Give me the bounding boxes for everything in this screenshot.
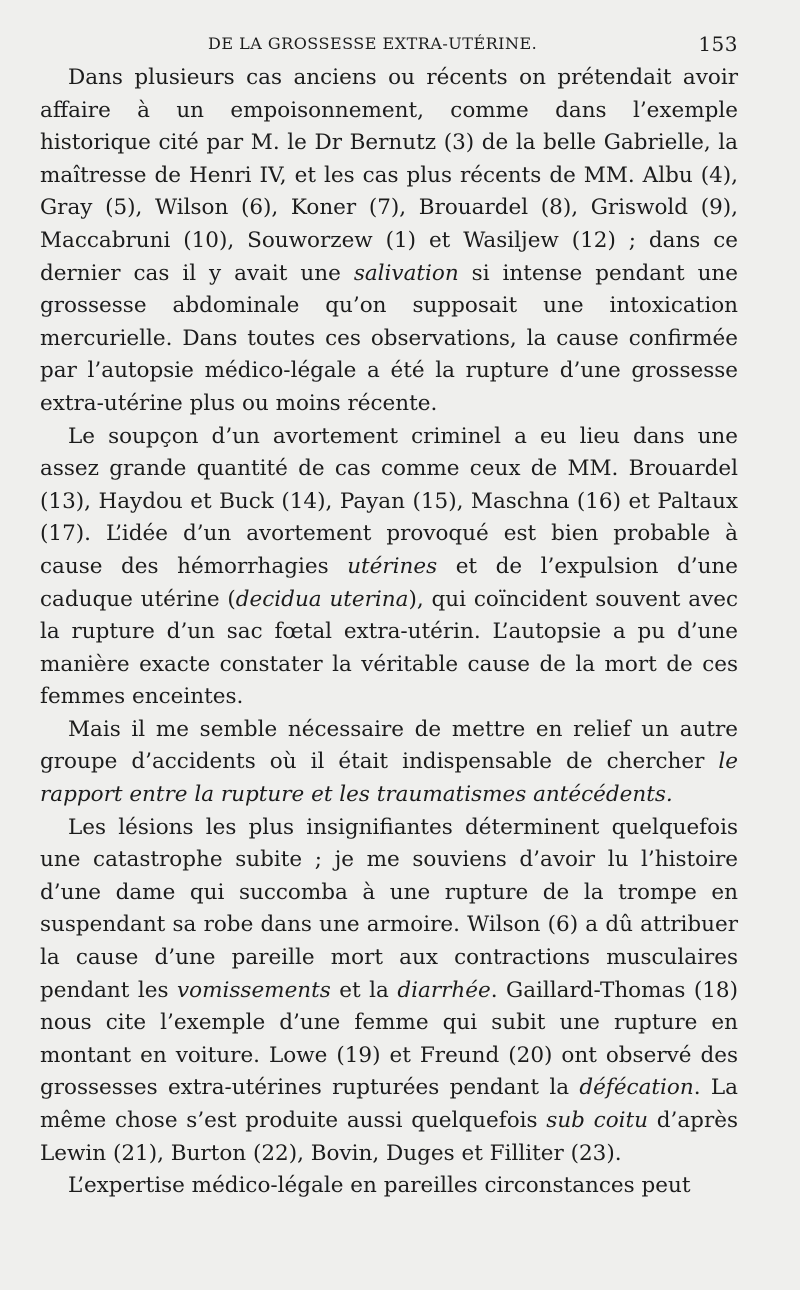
text-segment: ), qui coïncident souvent avec la rupture d’un sac fœtal extra-utérin. L’autopsie a pu d’une manière exacte constater la véritable cause de la mort de ces femmes enceintes.	[40, 586, 738, 710]
italic-text: salivation	[353, 260, 459, 286]
paragraph	[40, 812, 738, 1171]
italic-text: diarrhée	[397, 977, 491, 1003]
italic-text: défécation	[579, 1075, 694, 1101]
italic-text: utérines	[347, 553, 438, 579]
italic-text: sub coitu	[546, 1108, 649, 1133]
page-header	[40, 30, 738, 62]
body-text	[40, 62, 738, 1203]
italic-text: decidua uterina	[235, 586, 409, 612]
italic-text: vomissements	[177, 977, 331, 1003]
page-number: 153	[698, 32, 738, 56]
text-segment: d’après Lewin (21), Burton (22), Bovin, Duges et Filliter (23).	[40, 1108, 738, 1166]
text-segment: Mais il me semble nécessaire de mettre en relief un autre groupe d’accidents où il était indispensable de chercher	[40, 716, 738, 775]
text-segment: Le soupçon d’un avortement criminel a eu lieu dans une assez grande quantité de cas comme ceux de MM. Brouardel (13), Haydou et Buck (14), Payan (15), Maschna (16) et Paltaux (17). L’idée d’un avortement provoqué est bien probable à cause des hémorrhagies	[40, 423, 738, 579]
running-head: DE LA GROSSESSE EXTRA-UTÉRINE.	[208, 34, 538, 53]
paragraph	[40, 1170, 738, 1203]
text-segment: . La même chose s’est produite aussi quelquefois	[40, 1075, 738, 1133]
paragraph	[40, 714, 738, 812]
text-segment: . Gaillard-Thomas (18) nous cite l’exemple d’une femme qui subit une rupture en montant en voiture. Lowe (19) et Freund (20) ont observé des grossesses extra-utérines rupturées pendant la	[40, 977, 738, 1101]
text-segment: Les lésions les plus insignifiantes déterminent quelquefois une catastrophe subite ; je me souviens d’avoir lu l’histoire d’une dame qui succomba à une rupture de la trompe en suspendant sa robe dans une armoire. Wilson (6) a dû attribuer la cause d’une pareille mort aux contractions musculaires pendant les	[40, 814, 738, 1003]
paragraph	[40, 421, 738, 714]
text-segment: L’expertise médico-légale en pareilles circonstances peut	[68, 1173, 691, 1199]
paragraph	[40, 62, 738, 421]
text-segment: et la	[330, 977, 398, 1003]
text-segment: Dans plusieurs cas anciens ou récents on prétendait avoir affaire à un empoisonnement, comme dans l’exemple historique cité par M. le Dr Bernutz (3) de la belle Gabrielle, la maîtresse de Henri IV, et les cas plus récents de MM. Albu (4), Gray (5), Wilson (6), Koner (7), Brouardel (8), Griswold (9), Maccabruni (10), Souworzew (1) et Wasiljew (12) ; dans ce dernier cas il y avait une	[40, 65, 738, 286]
italic-text: le rapport entre la rupture et les traumatismes antécédents.	[40, 749, 738, 808]
text-segment: et de l’expulsion d’une caduque utérine (	[40, 553, 738, 612]
text-segment: si intense pendant une grossesse abdominale qu’on supposait une intoxication mercurielle. Dans toutes ces observations, la cause confirmée par l’autopsie médico-légale a été la rupture d’une grossesse extra-utérine plus ou moins récente.	[40, 260, 738, 416]
